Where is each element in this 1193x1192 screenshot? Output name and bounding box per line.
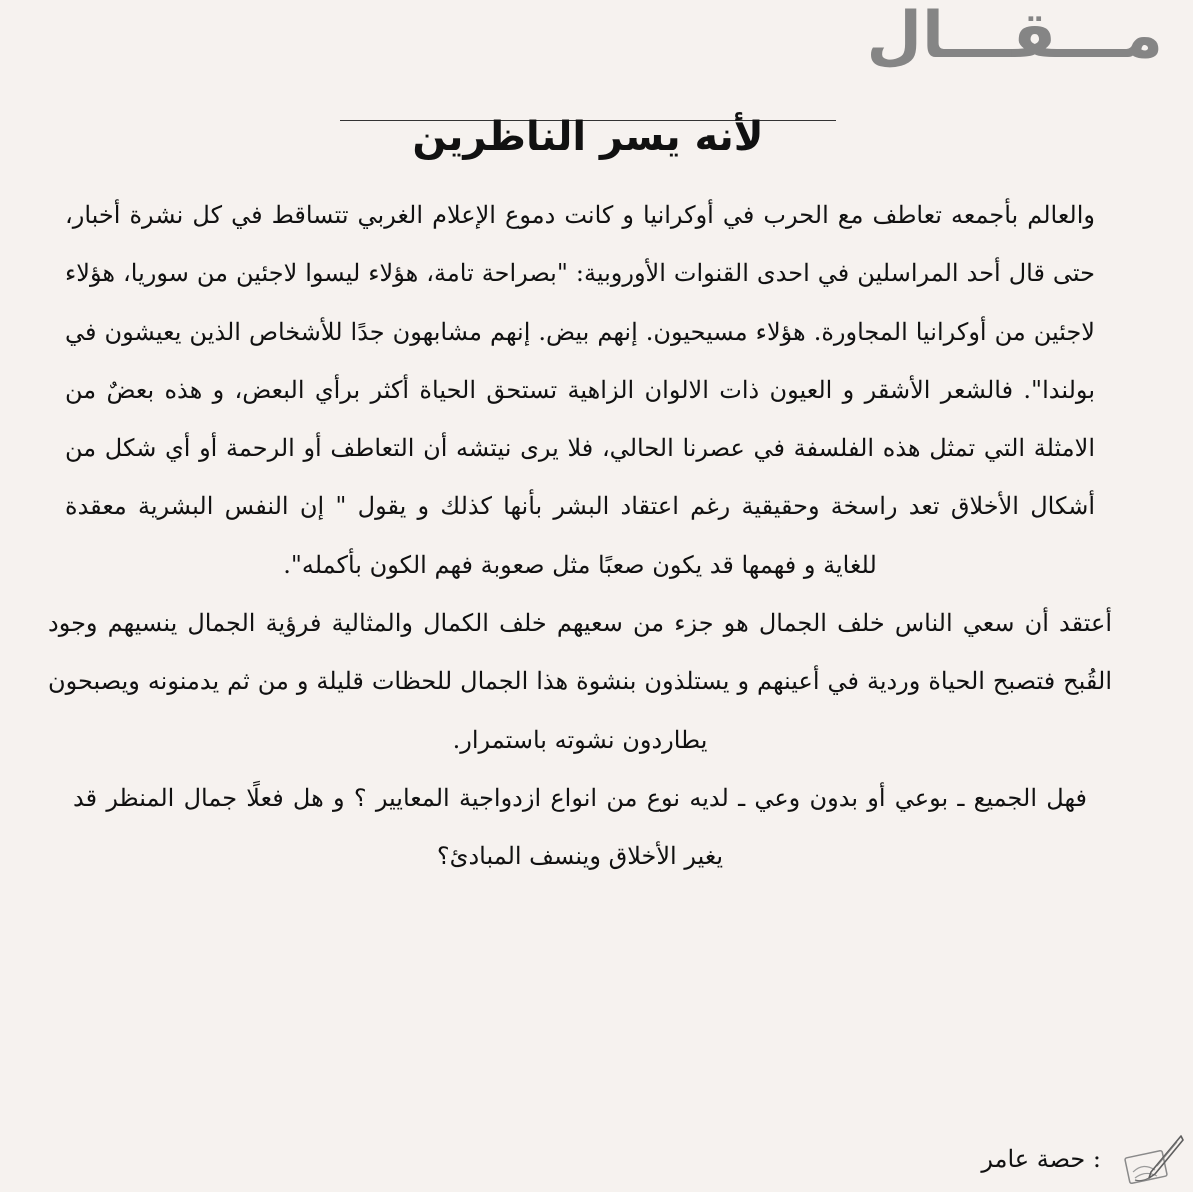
article-body — [40, 186, 1120, 886]
article-title-block — [340, 84, 836, 160]
article-paragraph: فهل الجميع ـ بوعي أو بدون وعي ـ لديه نوع من انواع ازدواجية المعايير ؟ و هل فعلًا جمال المنظر قد يغير الأخلاق وينسف المبادئ؟ — [73, 783, 1087, 871]
section-label: مـــقـــال — [866, 0, 1163, 73]
article-paragraph: أعتقد أن سعي الناس خلف الجمال هو جزء من سعيهم خلف الكمال والمثالية فرؤية الجمال ينسيهم وجود القُبح فتصبح الحياة وردية في أعينهم و يستلذون بنشوة هذا الجمال للحظات قليلة و من ثم يدمنونه ويصبحون يطاردون نشوته باستمرار. — [48, 609, 1112, 754]
author-prefix: : — [1092, 1145, 1101, 1173]
author-signature — [981, 1144, 1101, 1174]
article-paragraph: والعالم بأجمعه تعاطف مع الحرب في أوكرانيا و كانت دموع الإعلام الغربي تتساقط في كل نشرة أخبار، حتى قال أحد المراسلين في احدى القنوات الأوروبية: "بصراحة تامة، هؤلاء ليسوا لاجئين من سوريا، هؤلاء لاجئين من أوكرانيا المجاورة. هؤلاء مسيحيون. إنهم بيض. إنهم مشابهون جدًا للأشخاص الذين يعيشون في بولندا". فالشعر الأشقر و العيون ذات الالوان الزاهية تستحق الحياة أكثر برأي البعض، و هذه بعضٌ من الامثلة التي تمثل هذه الفلسفة في عصرنا الحالي، فلا يرى نيتشه أن التعاطف أو الرحمة أو أي شكل من أشكال الأخلاق تعد راسخة وحقيقية رغم اعتقاد البشر بأنها كذلك و يقول " إن النفس البشرية معقدة للغاية و فهمها قد يكون صعبًا مثل صعوبة فهم الكون بأكمله". — [65, 201, 1096, 579]
article-title: لأنه يسر الناظرين — [412, 113, 764, 160]
author-name: حصة عامر — [981, 1145, 1086, 1173]
quill-icon — [1121, 1132, 1185, 1188]
